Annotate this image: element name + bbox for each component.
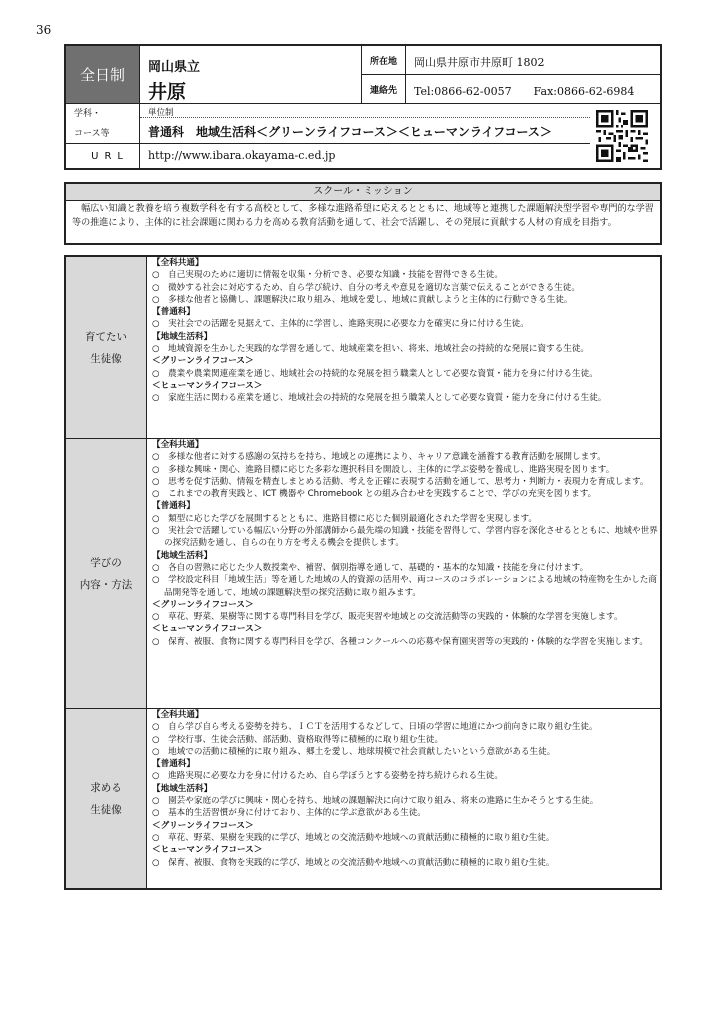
- prefecture-label: 岡山県立: [148, 60, 201, 75]
- mission-text: 幅広い知識と教養を培う複数学科を有する高校として、多様な進路希望に応えるとともに、地域等と連携した課題解決型学習や専門的な学習等の推進により、主体的に社会課題に関わる力を高める教育活動を通して、社会で活躍し、その発展に貢献する人材の育成を目指す。: [72, 204, 654, 228]
- course-list: 普通科 地域生活科＜グリーンライフコース＞＜ヒューマンライフコース＞: [140, 118, 590, 144]
- page-number: 36: [36, 23, 52, 37]
- subsection-heading: 【地域生活科】: [152, 331, 213, 342]
- section-desired-student: [66, 709, 660, 888]
- list-item: ○ 自己実現のために適切に情報を収集・分析でき、必要な知識・技能を習得できる生徒。: [152, 270, 503, 281]
- department-label-2: コース等: [74, 129, 110, 139]
- department-label-1: 学科・: [74, 109, 102, 119]
- program-type-label: 全日制: [66, 46, 140, 104]
- section-ideal-student: [66, 257, 660, 439]
- subsection-heading: 【全科共通】: [152, 710, 204, 720]
- section-label-line-2: 生徒像: [90, 352, 122, 365]
- tel-fax: Tel:0866-62-0057 Fax:0866-62-6984: [406, 75, 662, 104]
- section-label-line-1: 学びの: [90, 556, 122, 569]
- section-label-line-2: 内容・方法: [79, 578, 133, 591]
- contact-label: 連絡先: [362, 75, 406, 104]
- credit-system: 単位制: [140, 104, 590, 118]
- department-label: [66, 104, 140, 144]
- section-body: [152, 257, 660, 405]
- subsection-heading: ＜ヒューマンライフコース＞: [152, 380, 263, 391]
- list-item: ○ 微妙する社会に対応するため、自ら学び続け、自分の考えや意見を適切な言葉で伝えることができる生徒。: [152, 282, 580, 293]
- list-item: ○ 多様な他者と協働し、課題解決に取り組み、地域を愛し、地域に貢献しようと主体的に行動できる生徒。: [152, 294, 573, 305]
- list-item: ○ 学校設定科目「地域生活」等を通した地域の人的資源の活用や、両コースのコラボレーションによる地域の特産物を生かした商品開発等を通して、地域の課題解決型の探究活動に取り組みます。: [152, 575, 657, 598]
- school-url[interactable]: http://www.ibara.okayama-c.ed.jp: [148, 149, 336, 162]
- subsection-heading: 【普通科】: [152, 501, 195, 512]
- subsection-heading: 【全科共通】: [152, 440, 204, 450]
- school-mission-box: [64, 182, 662, 245]
- list-item: ○ 各自の習熟に応じた少人数授業や、補習、個別指導を通して、基礎的・基本的な知識・技能を身に付けます。: [152, 562, 589, 573]
- school-name-block: [140, 46, 362, 104]
- list-item: ○ 地域資源を生かした実践的な学習を通して、地域産業を担い、将来、地域社会の持続的な発展に資する生徒。: [152, 344, 590, 355]
- list-item: ○ 草花、野菜、果樹等に関する専門科目を学び、販売実習や地域との交流活動等の実践的・体験的な学習を実施します。: [152, 612, 623, 623]
- section-label-line-1: 育てたい: [85, 330, 127, 343]
- section-label-line-1: 求める: [90, 781, 122, 794]
- list-item: ○ 農業や農業関連産業を通じ、地域社会の持続的な発展を担う職業人として必要な資質・能力を身に付ける生徒。: [152, 368, 598, 379]
- list-item: ○ 思考を促す活動、情報を精査しまとめる活動、考えを正確に表現する活動を通して、思考力・判断力・表現力を育成します。: [152, 476, 649, 487]
- mission-title: スクール・ミッション: [66, 184, 660, 201]
- qr-code-icon[interactable]: [596, 110, 648, 162]
- subsection-heading: 【普通科】: [152, 307, 195, 318]
- list-item: ○ 進路実現に必要な力を身に付けるため、自ら学ぼうとする姿勢を持ち続けられる生徒。: [152, 771, 503, 782]
- subsection-heading: ＜ヒューマンライフコース＞: [152, 845, 263, 856]
- subsection-heading: 【普通科】: [152, 759, 195, 770]
- section-learning-content: [66, 439, 660, 709]
- list-item: ○ 学校行事、生徒会活動、部活動、資格取得等に積極的に取り組む生徒。: [152, 734, 444, 745]
- list-item: ○ 多様な興味・関心、進路目標に応じた多彩な選択科目を開設し、主体的に学ぶ姿勢を養成し、進路実現を図ります。: [152, 464, 615, 475]
- list-item: ○ 多様な他者に対する感謝の気持ちを持ち、地域との連携により、キャリア意識を涵養する教育活動を展開します。: [152, 452, 606, 463]
- subsection-heading: ＜ヒューマンライフコース＞: [152, 624, 263, 635]
- list-item: ○ 実社会での活躍を見据えて、主体的に学習し、進路実現に必要な力を確実に身に付ける生徒。: [152, 319, 529, 330]
- subsection-heading: 【全科共通】: [152, 258, 204, 268]
- list-item: ○ 自ら学び自ら考える姿勢を持ち、ＩＣＴを活用するなどして、日頃の学習に地道にかつ前向きに取り組む生徒。: [152, 722, 598, 733]
- section-body: [152, 709, 660, 869]
- school-name: 井原: [148, 81, 187, 103]
- subsection-heading: 【地域生活科】: [152, 550, 213, 561]
- list-item: ○ 園芸や家庭の学びに興味・関心を持ち、地域の課題解決に向けて取り組み、将来の進路に生かそうとする生徒。: [152, 796, 599, 807]
- list-item: ○ 地域での活動に積極的に取り組み、郷土を愛し、地球規模で社会貢献したいという意欲がある生徒。: [152, 746, 556, 757]
- section-body: [152, 439, 660, 648]
- list-item: ○ 家庭生活に関わる産業を通じ、地域社会の持続的な発展を担う職業人として必要な資質・能力を身に付ける生徒。: [152, 393, 607, 404]
- list-item: ○ 草花、野菜、果樹を実践的に学び、地域との交流活動や地域への貢献活動に積極的に取り組む生徒。: [152, 832, 555, 843]
- school-header-table: [64, 44, 662, 170]
- location-label: 所在地: [362, 46, 406, 75]
- subsection-heading: 【地域生活科】: [152, 783, 213, 794]
- url-label: URL: [66, 144, 140, 168]
- list-item: ○ 類型に応じた学びを展開するとともに、進路目標に応じた個別最適化された学習を実現します。: [152, 513, 537, 524]
- section-label: [66, 439, 147, 708]
- address: 岡山県井原市井原町 1802: [406, 46, 662, 75]
- subsection-heading: ＜グリーンライフコース＞: [152, 356, 254, 367]
- list-item: ○ 実社会で活躍している幅広い分野の外部講師から最先端の知識・技能を習得して、学習内容を深化させるとともに、地域や世界の探究活動を通し、自らの在り方を考える機会を提供します。: [152, 526, 658, 549]
- section-label: [66, 709, 147, 888]
- subsection-heading: ＜グリーンライフコース＞: [152, 599, 254, 610]
- list-item: ○ 基本的生活習慣が身に付けており、主体的に学ぶ意欲がある生徒。: [152, 808, 426, 819]
- list-item: ○ これまでの教育実践と、ICT 機器や Chromebook との組み合わせを実践することで、学びの充実を図ります。: [152, 489, 597, 500]
- subsection-heading: ＜グリーンライフコース＞: [152, 820, 254, 831]
- list-item: ○ 保育、被服、食物に関する専門科目を学び、各種コンクールへの応募や保育園実習等の実践的・体験的な学習を実施します。: [152, 636, 648, 647]
- list-item: ○ 保育、被服、食物を実践的に学び、地域との交流活動や地域への貢献活動に積極的に取り組む生徒。: [152, 857, 555, 868]
- section-label-line-2: 生徒像: [90, 803, 122, 816]
- policy-table: [64, 255, 662, 890]
- section-label: [66, 257, 147, 438]
